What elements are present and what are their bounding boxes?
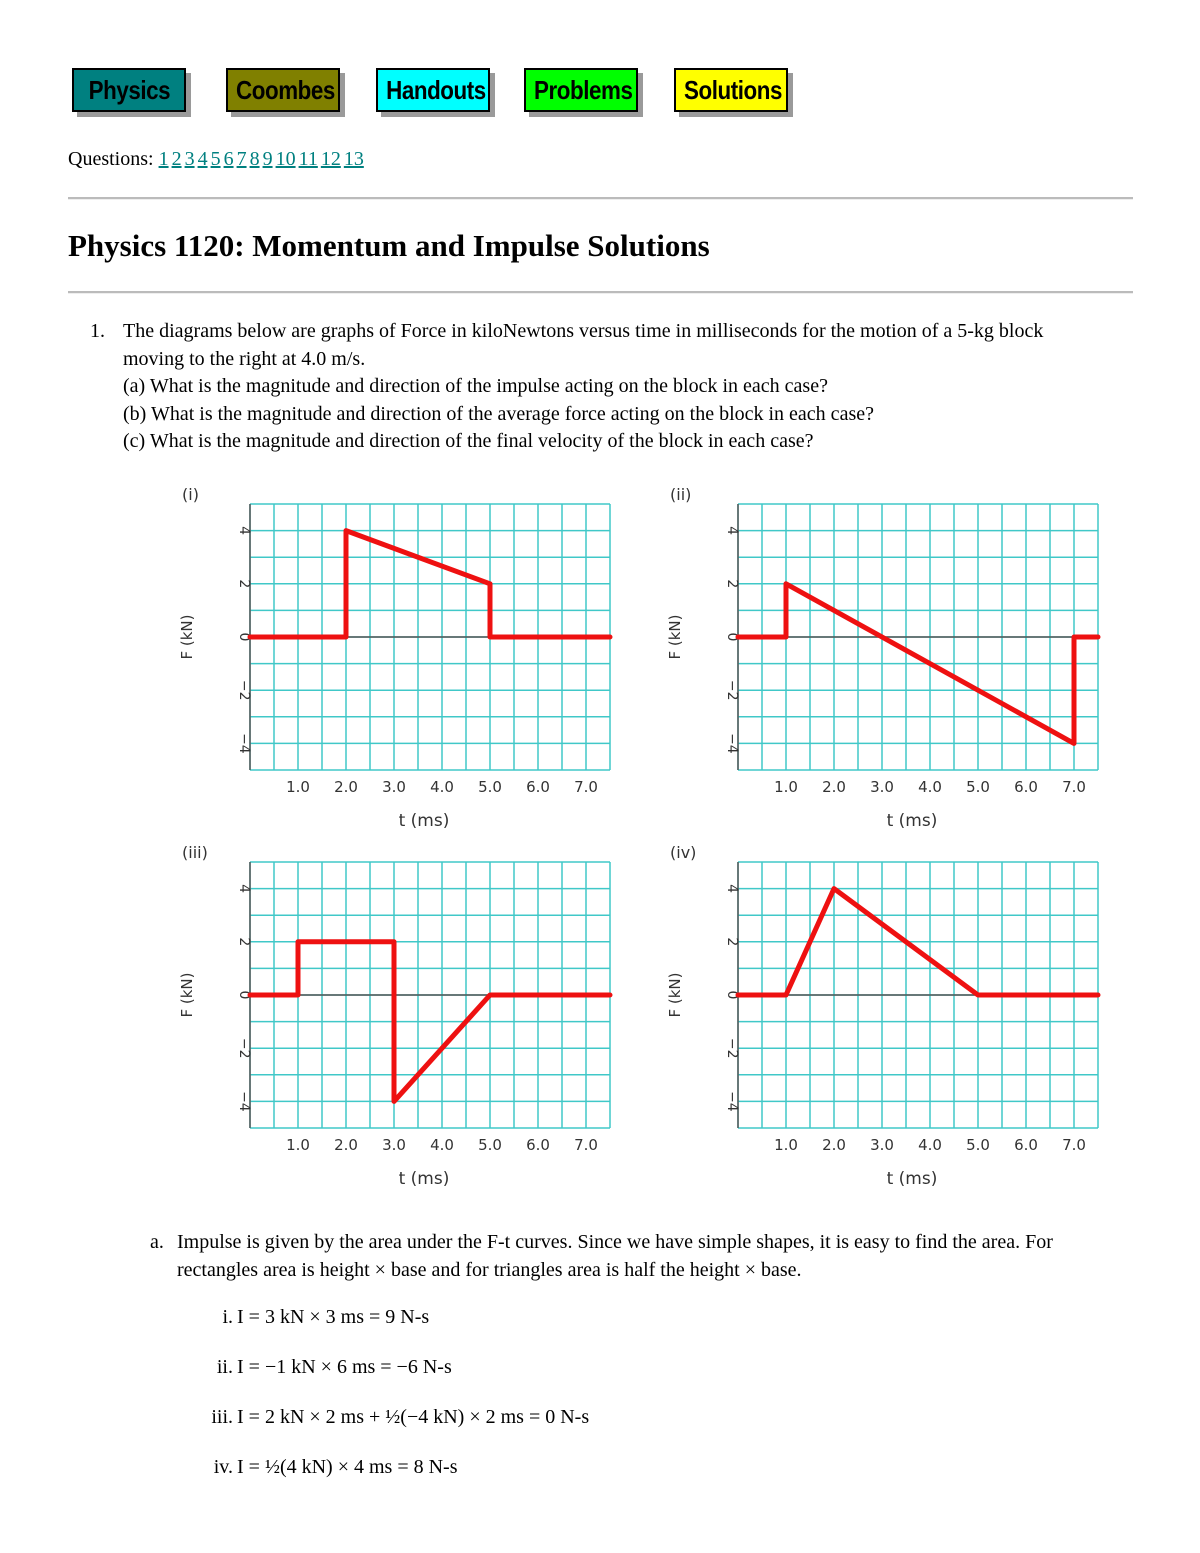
problem-part-b: (b) What is the magnitude and direction of the average force acting on the block in each case? (123, 402, 874, 425)
x-tick-label: 6.0 (526, 1136, 550, 1154)
problem-number: 1. (90, 320, 105, 342)
nav-handouts-button[interactable]: Handouts (376, 68, 490, 112)
answer-item-iv: iv. I = ½(4 kN) × 4 ms = 8 N-s (213, 1456, 458, 1478)
question-link-2[interactable]: 2 (171, 148, 182, 170)
y-tick-label: −4 (236, 1091, 252, 1112)
y-tick-label: −2 (724, 679, 740, 701)
x-axis-label: t (ms) (398, 811, 450, 831)
question-link-8[interactable]: 8 (249, 148, 260, 170)
question-link-6[interactable]: 6 (223, 148, 234, 170)
y-tick-label: 4 (236, 884, 252, 894)
questions-label: Questions: (68, 148, 154, 170)
y-tick-label: 4 (724, 884, 740, 894)
x-tick-label: 3.0 (382, 778, 406, 796)
x-tick-label: 4.0 (918, 1136, 942, 1154)
question-link-4[interactable]: 4 (197, 148, 208, 170)
y-tick-label: −4 (236, 733, 252, 754)
answer-a (150, 1229, 1110, 1284)
x-tick-label: 5.0 (966, 1136, 990, 1154)
x-tick-label: 1.0 (286, 1136, 310, 1154)
x-tick-label: 2.0 (822, 778, 846, 796)
question-link-10[interactable]: 10 (275, 148, 296, 170)
x-tick-label: 7.0 (574, 1136, 598, 1154)
answer-item-iii: iii. I = 2 kN × 2 ms + ½(−4 kN) × 2 ms = 0 N-s (211, 1406, 590, 1428)
x-tick-label: 1.0 (774, 778, 798, 796)
panel-label: (iii) (182, 843, 208, 862)
question-link-1[interactable]: 1 (158, 148, 169, 170)
x-tick-label: 7.0 (574, 778, 598, 796)
y-tick-label: 2 (724, 937, 740, 947)
divider-title (68, 291, 1133, 294)
x-tick-label: 4.0 (430, 778, 454, 796)
x-tick-label: 2.0 (334, 1136, 358, 1154)
nav-bar (68, 68, 828, 120)
answer-item-ii: ii. I = −1 kN × 6 ms = −6 N-s (216, 1356, 452, 1378)
x-axis-label: t (ms) (398, 1169, 450, 1189)
question-link-5[interactable]: 5 (210, 148, 221, 170)
x-tick-label: 2.0 (334, 778, 358, 796)
problem-1 (90, 318, 1100, 456)
force-time-graphs-svg (160, 480, 1120, 1200)
y-tick-label: −4 (724, 1091, 740, 1112)
nav-solutions-button[interactable]: Solutions (674, 68, 788, 112)
y-tick-label: 0 (724, 632, 740, 642)
x-tick-label: 6.0 (1014, 778, 1038, 796)
y-tick-label: −2 (236, 1037, 252, 1059)
y-tick-label: 4 (236, 526, 252, 536)
y-tick-label: −2 (724, 1037, 740, 1059)
questions-nav (68, 148, 367, 171)
y-tick-label: 0 (236, 990, 252, 1000)
y-axis-label: F (kN) (666, 614, 684, 660)
question-link-7[interactable]: 7 (236, 148, 247, 170)
panel-label: (ii) (670, 485, 692, 504)
x-tick-label: 3.0 (870, 1136, 894, 1154)
x-tick-label: 5.0 (966, 778, 990, 796)
x-tick-label: 5.0 (478, 1136, 502, 1154)
y-tick-label: 2 (724, 579, 740, 589)
y-tick-label: 4 (724, 526, 740, 536)
x-tick-label: 1.0 (286, 778, 310, 796)
x-axis-label: t (ms) (886, 811, 938, 831)
panel-label: (i) (182, 485, 199, 504)
nav-coombes-button[interactable]: Coombes (226, 68, 340, 112)
x-tick-label: 5.0 (478, 778, 502, 796)
x-tick-label: 3.0 (870, 778, 894, 796)
nav-problems-button[interactable]: Problems (524, 68, 638, 112)
question-link-9[interactable]: 9 (262, 148, 273, 170)
y-tick-label: 0 (236, 632, 252, 642)
x-tick-label: 7.0 (1062, 778, 1086, 796)
nav-physics-button[interactable]: Physics (72, 68, 186, 112)
x-tick-label: 4.0 (918, 778, 942, 796)
y-axis-label: F (kN) (178, 614, 196, 660)
answer-item-i: i. I = 3 kN × 3 ms = 9 N-s (222, 1306, 430, 1328)
question-link-13[interactable]: 13 (343, 148, 364, 170)
y-tick-label: 0 (724, 990, 740, 1000)
question-link-12[interactable]: 12 (320, 148, 341, 170)
x-tick-label: 4.0 (430, 1136, 454, 1154)
x-tick-label: 3.0 (382, 1136, 406, 1154)
x-tick-label: 6.0 (526, 778, 550, 796)
question-link-11[interactable]: 11 (298, 148, 318, 170)
x-axis-label: t (ms) (886, 1169, 938, 1189)
question-link-3[interactable]: 3 (184, 148, 195, 170)
x-tick-label: 7.0 (1062, 1136, 1086, 1154)
answer-label: a. (150, 1231, 164, 1253)
page-title: Physics 1120: Momentum and Impulse Solutions (68, 228, 710, 263)
problem-statement: The diagrams below are graphs of Force in kiloNewtons versus time in milliseconds for the motion of a 5-kg block moving to the right at 4.0 m/s. (123, 320, 1044, 370)
problem-part-a: (a) What is the magnitude and direction of the impulse acting on the block in each case? (123, 375, 828, 397)
x-tick-label: 1.0 (774, 1136, 798, 1154)
force-time-graphs (160, 480, 1120, 1200)
y-axis-label: F (kN) (666, 972, 684, 1018)
y-tick-label: 2 (236, 579, 252, 589)
y-axis-label: F (kN) (178, 972, 196, 1018)
y-tick-label: −2 (236, 679, 252, 701)
y-tick-label: −4 (724, 733, 740, 754)
divider-top (68, 197, 1133, 200)
y-tick-label: 2 (236, 937, 252, 947)
x-tick-label: 2.0 (822, 1136, 846, 1154)
panel-label: (iv) (670, 843, 697, 862)
x-tick-label: 6.0 (1014, 1136, 1038, 1154)
problem-part-c: (c) What is the magnitude and direction of the final velocity of the block in each case? (123, 430, 814, 452)
answer-text: Impulse is given by the area under the F-t curves. Since we have simple shapes, it is easy to find the area. For rectangles area is height × base and for triangles area is half the height × base. (177, 1231, 1053, 1281)
